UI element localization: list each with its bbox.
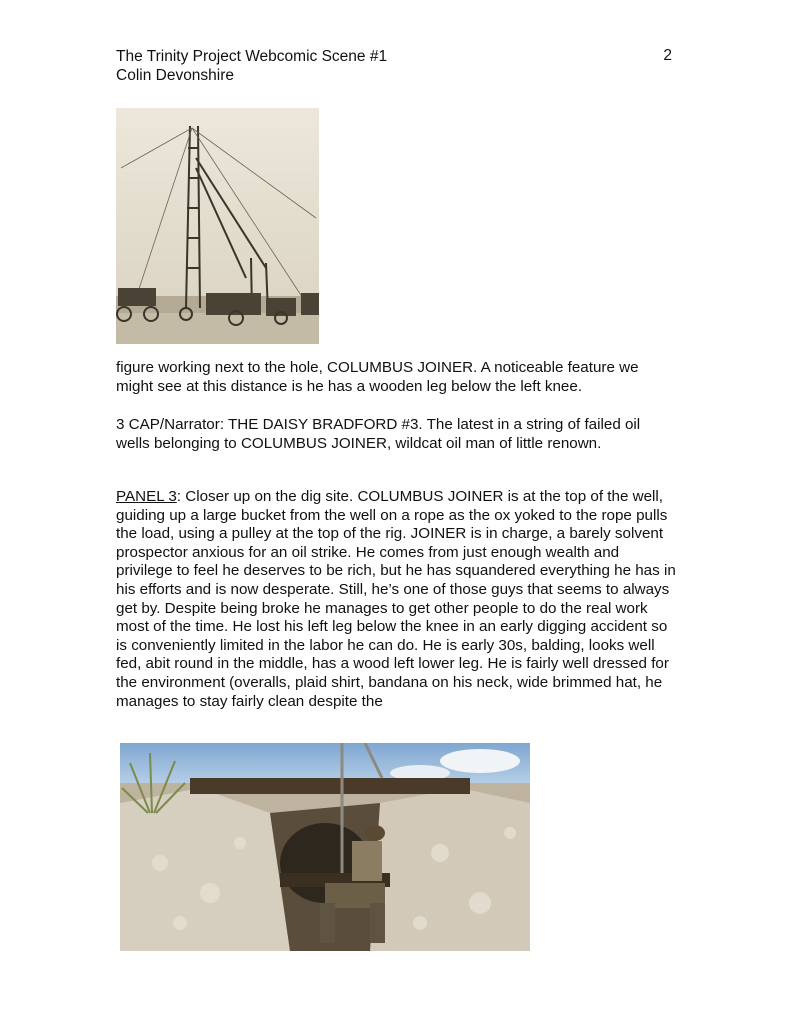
paragraph-2: 3 CAP/Narrator: THE DAISY BRADFORD #3. The latest in a string of failed oil wells belonging to COLUMBUS JOINER, wildcat oil man of little renown. <box>116 416 641 452</box>
oil-derrick-photo <box>116 108 319 344</box>
document-title: The Trinity Project Webcomic Scene #1 <box>116 48 388 65</box>
dig-site-photo <box>120 743 530 951</box>
paragraph-panel-3 <box>116 488 676 711</box>
page-number: 2 <box>663 47 672 64</box>
panel-3-body: : Closer up on the dig site. COLUMBUS JOINER is at the top of the well, guiding up a large bucket from the well on a rope as the ox yoked to the rope pulls the load, using a pulley at the top of the rig. JOINER is in charge, a barely solvent prospector anxious for an oil strike. He comes from just enough wealth and privilege to feel he deserves to be rich, but he has squandered everything he has in his efforts and is now desperate. Still, he’s one of those guys that seems to always get by. Despite being broke he manages to get other people to do the real work most of the time. He lost his left leg below the knee in an early digging accident so is conveniently limited in the labor he can do. He is early 30s, balding, looks well fed, abit round in the middle, has a wood left lower leg. He is fairly well dressed for the environment (overalls, plaid shirt, bandana on his neck, wide brimmed hat, he manages to stay fairly clean despite the <box>116 488 676 710</box>
panel-3-label: PANEL 3 <box>116 488 177 505</box>
paragraph-1: figure working next to the hole, COLUMBUS JOINER. A noticeable feature we might see at this distance is he has a wooden leg below the left knee. <box>116 359 639 395</box>
document-author: Colin Devonshire <box>116 67 235 84</box>
